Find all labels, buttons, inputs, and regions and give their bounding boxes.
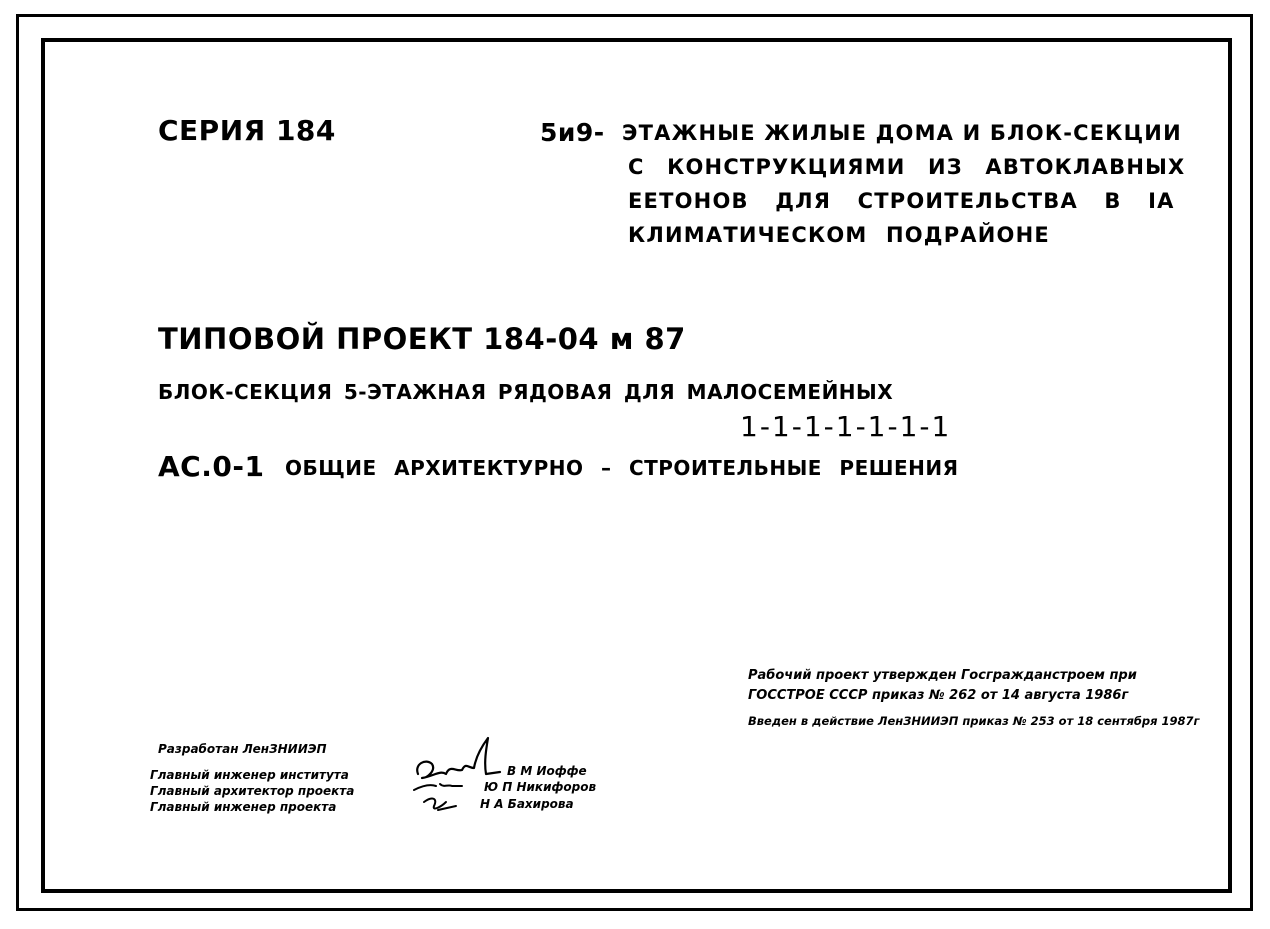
role-chief-engineer-project: Главный инженер проекта (150, 800, 337, 814)
section-code: 1-1-1-1-1-1-1 (740, 410, 952, 443)
project-title: ТИПОВОЙ ПРОЕКТ 184-04 м 87 (158, 322, 686, 356)
developer-line: Разработан ЛенЗНИИЭП (158, 742, 327, 756)
role-chief-architect: Главный архитектор проекта (150, 784, 355, 798)
approval-line-1: Рабочий проект утвержден Госгражданстроем при (748, 668, 1137, 683)
title-line-1: ЭТАЖНЫЕ ЖИЛЫЕ ДОМА И БЛОК-СЕКЦИИ (622, 121, 1182, 145)
album-id: АС.0-1 (158, 450, 265, 483)
title-line-2: С КОНСТРУКЦИЯМИ ИЗ АВТОКЛАВНЫХ (628, 155, 1186, 179)
approval-line-3: Введен в действие ЛенЗНИИЭП приказ № 253 от 18 сентября 1987г (748, 714, 1200, 728)
title-line-3: ЕЕТОНОВ ДЛЯ СТРОИТЕЛЬСТВА В IA (628, 189, 1175, 213)
series-label: СЕРИЯ 184 (158, 114, 336, 147)
block-section-title: БЛОК-СЕКЦИЯ 5-ЭТАЖНАЯ РЯДОВАЯ ДЛЯ МАЛОСЕМЕЙНЫХ (158, 380, 894, 404)
name-chief-engineer-project: Н А Бахирова (480, 797, 574, 811)
approval-line-2: ГОССТРОЕ СССР приказ № 262 от 14 августа 1986г (748, 688, 1129, 703)
name-chief-engineer-institute: В М Иоффе (507, 764, 587, 778)
title-line-4: КЛИМАТИЧЕСКОМ ПОДРАЙОНЕ (628, 223, 1050, 247)
name-chief-architect: Ю П Никифоров (484, 780, 597, 794)
role-chief-engineer-institute: Главный инженер института (150, 768, 349, 782)
album-title: ОБЩИЕ АРХИТЕКТУРНО – СТРОИТЕЛЬНЫЕ РЕШЕНИЯ (285, 456, 959, 480)
title-prefix: 5и9- (540, 118, 605, 147)
